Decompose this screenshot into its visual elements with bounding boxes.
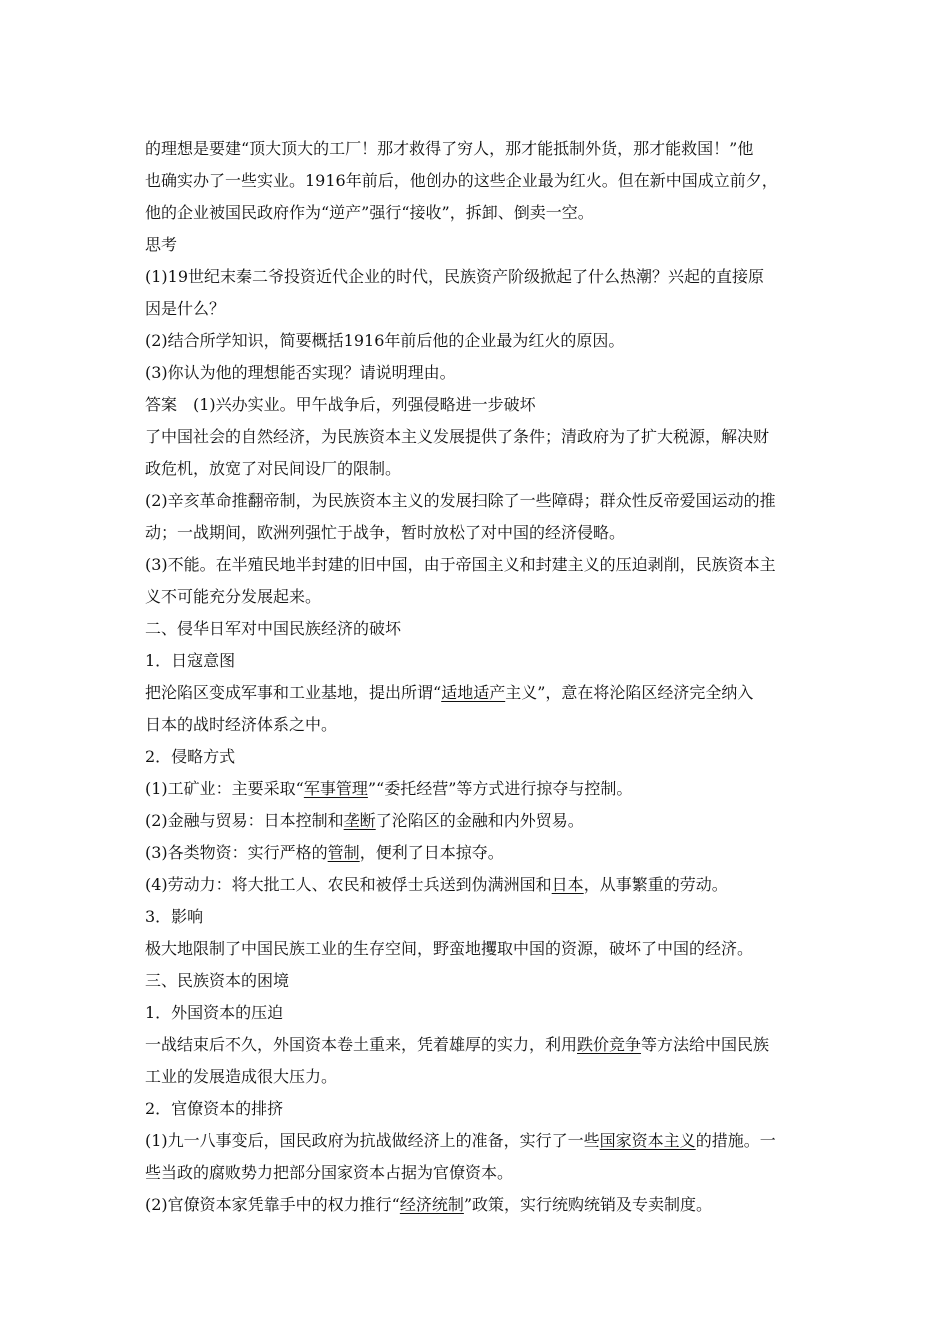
text-line — [145, 901, 809, 933]
text-line — [145, 1093, 809, 1125]
text-run: ”政策，实行统购统销及专卖制度。 — [463, 1195, 713, 1214]
text-run: ，从事繁重的劳动。 — [583, 875, 728, 894]
text-run: (1)九一八事变后，国民政府为抗战做经济上的准备，实行了一些 — [145, 1131, 600, 1150]
text-line — [145, 325, 809, 357]
text-line — [145, 1125, 809, 1157]
text-run: 动；一战期间，欧洲列强忙于战争，暂时放松了对中国的经济侵略。 — [145, 523, 626, 542]
text-run: (4)劳动力：将大批工人、农民和被俘士兵送到伪满洲国和 — [145, 875, 552, 894]
text-run: 也确实办了一些实业。1916年前后，他创办的这些企业最为红火。但在新中国成立前夕， — [145, 171, 778, 190]
text-line — [145, 421, 809, 453]
text-run: 政危机，放宽了对民间设厂的限制。 — [145, 459, 402, 478]
text-line — [145, 549, 809, 581]
text-line — [145, 677, 809, 709]
text-run: 了沦陷区的金融和内外贸易。 — [375, 811, 584, 830]
underlined-term: 军事管理 — [303, 779, 368, 798]
text-line — [145, 645, 809, 677]
underlined-term: 垄断 — [343, 811, 376, 830]
text-run: (2)辛亥革命推翻帝制，为民族资本主义的发展扫除了一些障碍；群众性反帝爱国运动的推 — [145, 491, 776, 510]
text-line — [145, 741, 809, 773]
text-run: 因是什么？ — [145, 299, 226, 318]
text-run: (3)各类物资：实行严格的 — [145, 843, 328, 862]
text-run: 把沦陷区变成军事和工业基地，提出所谓“ — [145, 683, 442, 702]
underlined-term: 日本 — [551, 875, 584, 894]
underlined-term: 经济统制 — [399, 1195, 464, 1214]
text-line — [145, 229, 809, 261]
text-run: ，便利了日本掠夺。 — [359, 843, 504, 862]
text-run: 1．外国资本的压迫 — [145, 1003, 284, 1022]
text-line — [145, 773, 809, 805]
underlined-term: 跌价竞争 — [577, 1035, 642, 1054]
text-line — [145, 165, 809, 197]
text-line — [145, 709, 809, 741]
text-run: 了中国社会的自然经济，为民族资本主义发展提供了条件；清政府为了扩大税源，解决财 — [145, 427, 770, 446]
text-line — [145, 1157, 809, 1189]
text-line — [145, 1189, 809, 1221]
text-line — [145, 997, 809, 1029]
text-line — [145, 357, 809, 389]
text-run: 主义”，意在将沦陷区经济完全纳入 — [505, 683, 754, 702]
text-line — [145, 197, 809, 229]
text-run: (2)金融与贸易：日本控制和 — [145, 811, 344, 830]
text-run: 2．侵略方式 — [145, 747, 236, 766]
text-line — [145, 581, 809, 613]
text-line — [145, 933, 809, 965]
text-run: 2．官僚资本的排挤 — [145, 1099, 284, 1118]
text-run: 工业的发展造成很大压力。 — [145, 1067, 338, 1086]
text-run: 三、民族资本的困境 — [145, 971, 290, 990]
text-run: (2)官僚资本家凭靠手中的权力推行“ — [145, 1195, 400, 1214]
text-run: 一战结束后不久，外国资本卷土重来，凭着雄厚的实力，利用 — [145, 1035, 578, 1054]
text-run: ”“委托经营”等方式进行掠夺与控制。 — [367, 779, 633, 798]
text-run: 答案 (1)兴办实业。甲午战争后，列强侵略进一步破坏 — [145, 395, 536, 414]
text-line — [145, 261, 809, 293]
text-line — [145, 293, 809, 325]
underlined-term: 适地适产 — [441, 683, 506, 702]
text-run: 二、侵华日军对中国民族经济的破坏 — [145, 619, 402, 638]
text-line — [145, 1029, 809, 1061]
text-run: 等方法给中国民族 — [641, 1035, 770, 1054]
text-line — [145, 389, 809, 421]
text-run: 3．影响 — [145, 907, 204, 926]
text-run: 日本的战时经济体系之中。 — [145, 715, 338, 734]
text-run: 他的企业被国民政府作为“逆产”强行“接收”，拆卸、倒卖一空。 — [145, 203, 594, 222]
text-line — [145, 1061, 809, 1093]
text-line — [145, 485, 809, 517]
text-run: (1)19世纪末秦二爷投资近代企业的时代，民族资产阶级掀起了什么热潮？兴起的直接原 — [145, 267, 765, 286]
text-run: 的理想是要建“顶大顶大的工厂！那才救得了穷人，那才能抵制外货，那才能救国！”他 — [145, 139, 754, 158]
document-body — [145, 133, 809, 1221]
text-line — [145, 805, 809, 837]
text-run: 些当政的腐败势力把部分国家资本占据为官僚资本。 — [145, 1163, 514, 1182]
text-line — [145, 965, 809, 997]
text-run: 极大地限制了中国民族工业的生存空间，野蛮地攫取中国的资源，破坏了中国的经济。 — [145, 939, 754, 958]
underlined-term: 管制 — [327, 843, 360, 862]
text-run: 思考 — [145, 235, 178, 254]
text-line — [145, 869, 809, 901]
text-line — [145, 453, 809, 485]
text-line — [145, 133, 809, 165]
text-run: (2)结合所学知识，简要概括1916年前后他的企业最为红火的原因。 — [145, 331, 625, 350]
text-run: (1)工矿业：主要采取“ — [145, 779, 304, 798]
text-run: 1．日寇意图 — [145, 651, 236, 670]
text-line — [145, 613, 809, 645]
text-run: (3)你认为他的理想能否实现？请说明理由。 — [145, 363, 456, 382]
underlined-term: 国家资本主义 — [599, 1131, 696, 1150]
text-line — [145, 837, 809, 869]
text-run: 义不可能充分发展起来。 — [145, 587, 322, 606]
text-line — [145, 517, 809, 549]
text-run: 的措施。一 — [695, 1131, 776, 1150]
text-run: (3)不能。在半殖民地半封建的旧中国，由于帝国主义和封建主义的压迫剥削，民族资本主 — [145, 555, 776, 574]
